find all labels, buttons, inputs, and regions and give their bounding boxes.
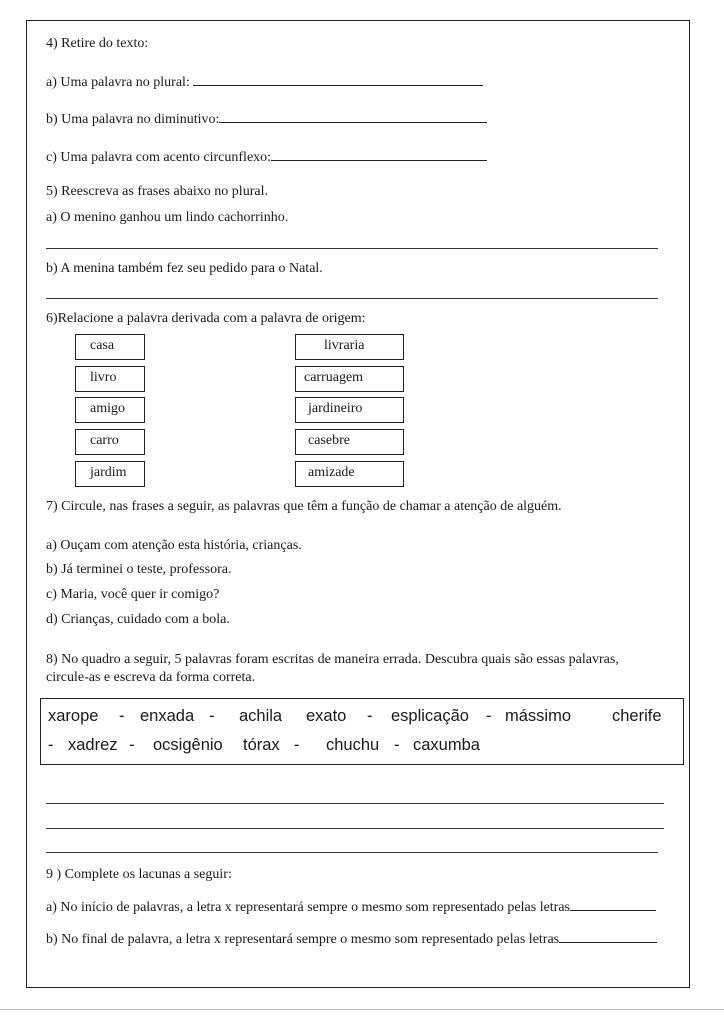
q5-item-b: b) A menina também fez seu pedido para o Natal. <box>46 261 323 276</box>
q8-answer-line[interactable] <box>46 828 664 829</box>
word-item[interactable]: enxada <box>140 707 195 725</box>
q9-answer-line-b[interactable] <box>559 930 657 943</box>
q8-instruction-line1: 8) No quadro a seguir, 5 palavras foram escritas de maneira errada. Descubra quais são essas palavras, <box>46 652 619 667</box>
word-item[interactable]: exato <box>306 707 347 725</box>
word-separator: - <box>48 736 54 754</box>
q4-answer-line-b[interactable] <box>219 110 487 123</box>
word-separator: - <box>129 736 135 754</box>
word-separator: - <box>394 736 400 754</box>
word-separator: - <box>367 707 373 725</box>
q8-answer-line[interactable] <box>46 852 658 853</box>
word-item[interactable]: tórax <box>243 736 280 754</box>
derived-word-box[interactable]: amizade <box>295 461 404 487</box>
word-item[interactable]: xarope <box>48 707 99 725</box>
word-item[interactable]: achila <box>239 707 283 725</box>
q7-item[interactable]: d) Crianças, cuidado com a bola. <box>46 612 230 627</box>
q5-title: 5) Reescreva as frases abaixo no plural. <box>46 184 268 199</box>
q4-item-b <box>46 110 487 128</box>
word-separator: - <box>294 736 300 754</box>
q4-item-c <box>46 148 487 166</box>
q7-item[interactable]: c) Maria, você quer ir comigo? <box>46 587 220 602</box>
derived-word-box[interactable]: carruagem <box>295 366 404 392</box>
origin-word-box[interactable]: livro <box>75 366 145 392</box>
word-item[interactable]: mássimo <box>505 707 572 725</box>
word-separator: - <box>209 707 215 725</box>
origin-word-box[interactable]: carro <box>75 429 145 455</box>
q7-item[interactable]: a) Ouçam com atenção esta história, crianças. <box>46 538 302 553</box>
q9-answer-line-a[interactable] <box>570 898 656 911</box>
word-separator: - <box>486 707 492 725</box>
q9-item-a <box>46 898 656 916</box>
q4-answer-line-c[interactable] <box>271 148 487 161</box>
q8-answer-line[interactable] <box>46 803 664 804</box>
q9-title: 9 ) Complete os lacunas a seguir: <box>46 867 232 882</box>
derived-word-box[interactable]: casebre <box>295 429 404 455</box>
q9-item-b-text: b) No final de palavra, a letra x representará sempre o mesmo som representado pelas letras <box>46 932 560 947</box>
q4-item-c-text: c) Uma palavra com acento circunflexo: <box>46 150 272 165</box>
q5-answer-line-b[interactable] <box>46 298 658 299</box>
origin-word-box[interactable]: jardim <box>75 461 145 487</box>
q4-item-a-text: a) Uma palavra no plural: <box>46 75 190 90</box>
derived-word-box[interactable]: jardineiro <box>295 397 404 423</box>
word-item[interactable]: caxumba <box>413 736 480 754</box>
origin-word-box[interactable]: casa <box>75 334 145 360</box>
q4-item-a <box>46 73 483 91</box>
scan-edge-line <box>0 1009 724 1010</box>
word-item[interactable]: xadrez <box>68 736 118 754</box>
word-item[interactable]: cherife <box>612 707 662 725</box>
q5-answer-line-a[interactable] <box>46 248 658 249</box>
origin-word-box[interactable]: amigo <box>75 397 145 423</box>
q8-instruction-line2: circule-as e escreva da forma correta. <box>46 670 256 685</box>
word-separator: - <box>119 707 125 725</box>
q6-title: 6)Relacione a palavra derivada com a palavra de origem: <box>46 311 366 326</box>
q5-item-a: a) O menino ganhou um lindo cachorrinho. <box>46 210 289 225</box>
derived-word-box[interactable]: livraria <box>295 334 404 360</box>
word-item[interactable]: ocsigênio <box>153 736 223 754</box>
q9-item-b <box>46 930 657 948</box>
q9-item-a-text: a) No início de palavras, a letra x representará sempre o mesmo som representado pelas letras <box>46 900 571 915</box>
misspelled-words-box <box>40 698 684 765</box>
word-item[interactable]: esplicação <box>391 707 469 725</box>
q7-title: 7) Circule, nas frases a seguir, as palavras que têm a função de chamar a atenção de alguém. <box>46 499 562 514</box>
q4-item-b-text: b) Uma palavra no diminutivo: <box>46 112 220 127</box>
q4-title: 4) Retire do texto: <box>46 36 149 51</box>
word-item[interactable]: chuchu <box>326 736 380 754</box>
q4-answer-line-a[interactable] <box>193 73 483 86</box>
q7-item[interactable]: b) Já terminei o teste, professora. <box>46 562 232 577</box>
